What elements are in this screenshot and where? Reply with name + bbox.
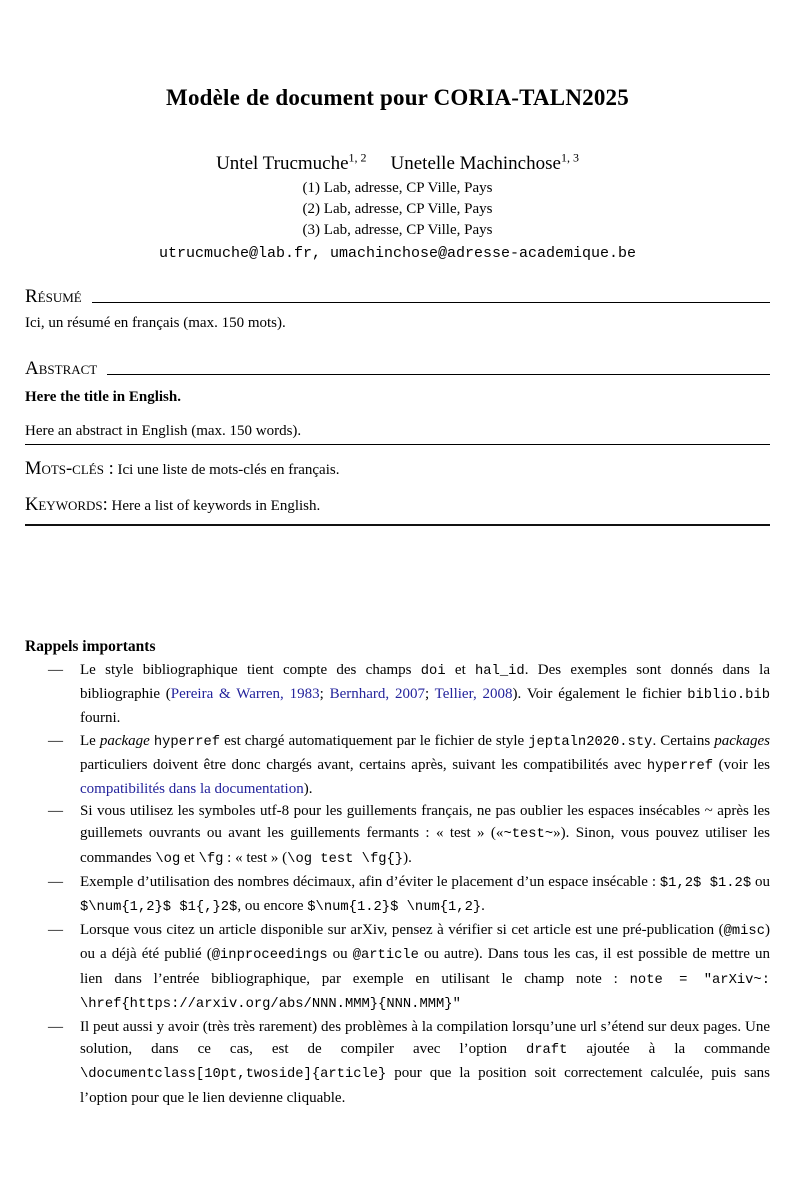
inline-code: jeptaln2020.sty	[528, 734, 653, 750]
citation-link-tellier-2008[interactable]: Tellier, 2008	[434, 686, 513, 703]
resume-heading: Résumé	[25, 286, 82, 307]
list-item	[25, 871, 770, 919]
keywords-text: Here a list of keywords in English.	[107, 498, 321, 514]
list-item	[25, 919, 770, 1016]
hyperref-compatibility-doc-link[interactable]: compatibilités dans la documentation	[80, 781, 304, 798]
text-run: Lorsque vous citez un article disponible sur arXiv, pensez à vérifier si cet article est une pré-publication (	[80, 922, 724, 939]
inline-code: @article	[352, 948, 419, 964]
inline-code: @inproceedings	[211, 948, 328, 964]
text-run: Si vous utilisez les symboles utf-8 pour les guillements français, ne pas oublier les espaces insécables ~ après les guillemets ouvrants ou avant les guillements fermants : « test » («	[80, 803, 770, 842]
abstract-heading: Abstract	[25, 358, 98, 379]
inline-code: \documentclass[10pt,twoside]{article}	[80, 1067, 387, 1083]
paper-page	[0, 85, 794, 1109]
text-run: packages	[714, 732, 770, 749]
inline-code: hyperref	[153, 734, 221, 750]
page-title: Modèle de document pour CORIA-TALN2025	[166, 85, 629, 110]
inline-code: $\num{1.2}$ \num{1,2}	[307, 900, 482, 916]
text-run: fourni.	[80, 710, 121, 727]
resume-rule	[92, 302, 770, 303]
keywords-line	[25, 494, 770, 526]
motscles-text: Ici une liste de mots-clés en français.	[113, 462, 340, 478]
affiliation-line: (1) Lab, adresse, CP Ville, Pays	[302, 180, 493, 196]
author-name: Untel Trucmuche	[216, 153, 349, 174]
inline-code: $1,2$ $1.2$	[659, 875, 752, 891]
text-run: est chargé automatiquement par le fichier de style	[220, 732, 529, 749]
text-run: et	[445, 662, 476, 678]
text-run: ajoutée à la commande	[567, 1041, 770, 1058]
abstract-text-wrap	[25, 421, 770, 445]
inline-code: ~test~	[503, 827, 554, 843]
citation-link-pereira-warren-1983[interactable]: Pereira & Warren, 1983	[170, 686, 320, 703]
affiliations-block	[25, 178, 770, 241]
abstract-rule	[107, 374, 770, 375]
text-run: ).	[303, 781, 313, 798]
text-run: : « test » (	[223, 849, 288, 866]
author-emails: utrucmuche@lab.fr, umachinchose@adresse-academique.be	[158, 245, 637, 262]
document-page	[0, 85, 794, 1197]
reminders-list	[25, 659, 770, 1109]
text-run: ou	[327, 946, 353, 963]
text-run: Le style bibliographique tient compte des champs	[80, 662, 421, 678]
text-run: ).	[403, 849, 412, 866]
author-affiliation-superscript: 1, 2	[348, 150, 367, 165]
list-item	[25, 1016, 770, 1109]
text-run: ;	[319, 686, 330, 703]
dash-bullet: —	[48, 803, 63, 820]
text-run: , ou encore	[237, 898, 308, 915]
dash-bullet: —	[48, 922, 63, 939]
list-item	[25, 730, 770, 801]
text-run: ) ou a déjà été publié (	[80, 922, 770, 963]
motscles-line	[25, 458, 770, 481]
inline-code: hal_id	[475, 664, 525, 679]
text-run: (voir les	[713, 756, 770, 773]
inline-code: \og test \fg{}	[287, 851, 404, 867]
resume-section-header	[25, 286, 770, 308]
text-run: Exemple d’utilisation des nombres décimaux, afin d’éviter le placement d’un espace insécable :	[80, 873, 660, 890]
text-run: . Certains	[652, 732, 715, 749]
dash-bullet: —	[48, 662, 63, 678]
inline-code: $\num{1,2}$ $1{,}2$	[80, 900, 238, 916]
keywords-label: Keywords:	[25, 495, 108, 515]
reminders-heading: Rappels importants	[25, 638, 156, 655]
text-run: pour que la position soit correctement calculée, puis sans l’option pour que le lien devienne cliquable.	[80, 1065, 770, 1106]
abstract-text: Here an abstract in English (max. 150 words).	[25, 423, 302, 439]
text-run: et	[180, 849, 199, 866]
inline-code: @misc	[723, 924, 765, 940]
author-name: Unetelle Machinchose	[390, 153, 561, 174]
text-run: package	[99, 732, 150, 749]
text-run: . Des exemples sont donnés dans la bibliographie (	[80, 662, 770, 703]
authors-line	[25, 150, 770, 175]
affiliation-line: (3) Lab, adresse, CP Ville, Pays	[302, 222, 493, 238]
text-run: ). Voir également le fichier	[512, 686, 688, 703]
abstract-english-title: Here the title in English.	[25, 389, 181, 405]
author-affiliation-superscript: 1, 3	[560, 150, 579, 165]
citation-link-bernhard-2007[interactable]: Bernhard, 2007	[329, 686, 425, 703]
dash-bullet: —	[48, 873, 63, 890]
abstract-section-header	[25, 358, 770, 380]
motscles-label: Mots-clés :	[25, 459, 114, 479]
text-run: particuliers doivent être donc chargés avant, certains après, suivant les compatibilités avec	[80, 756, 647, 773]
inline-code: note = "arXiv~: \href{https://arxiv.org/abs/NNN.MMM}{NNN.MMM}"	[80, 972, 770, 1012]
text-run: Il peut aussi y avoir (très très rarement) des problèmes à la compilation lorsqu’une url s’étend sur deux pages. Une solution, dans ce cas, est de compiler avec l’option	[80, 1019, 770, 1058]
dash-bullet: —	[48, 1019, 63, 1036]
inline-code: biblio.bib	[687, 688, 771, 704]
inline-code: hyperref	[646, 758, 714, 774]
text-run: ;	[424, 686, 435, 703]
text-run: .	[481, 898, 485, 915]
dash-bullet: —	[48, 732, 63, 749]
inline-code: \fg	[198, 851, 224, 867]
resume-text: Ici, un résumé en français (max. 150 mots).	[25, 315, 286, 331]
inline-code: \og	[155, 851, 181, 867]
affiliation-line: (2) Lab, adresse, CP Ville, Pays	[302, 201, 493, 217]
text-run: Le	[80, 732, 100, 749]
list-item	[25, 659, 770, 730]
inline-code: doi	[420, 664, 446, 679]
inline-code: draft	[525, 1043, 568, 1059]
text-run: ou	[751, 873, 771, 890]
text-run: »). Sinon, vous pouvez utiliser les commandes	[80, 825, 770, 866]
list-item	[25, 800, 770, 871]
text-run: ou autre). Dans tous les cas, il est possible de mettre un lien dans l’entrée bibliographique, par exemple en utilisant le champ note :	[80, 946, 770, 987]
